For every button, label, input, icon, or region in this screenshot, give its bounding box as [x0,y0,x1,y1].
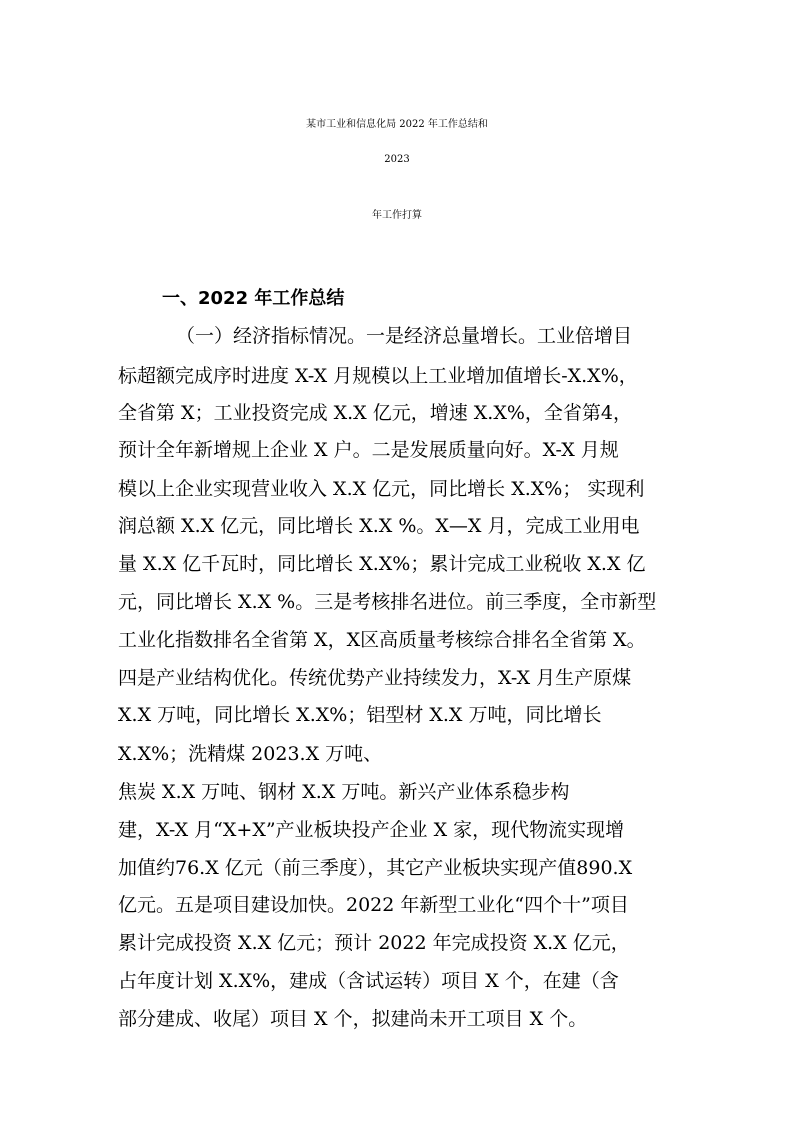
body-line-4: 预计全年新增规上企业 X 户。二是发展质量向好。X-X 月规 [118,439,619,461]
body-line-12: X.X%；洗精煤 2023.X 万吨、 [118,743,383,765]
body-line-13: 焦炭 X.X 万吨、钢材 X.X 万吨。新兴产业体系稳步构 [118,781,570,803]
body-line-15: 加值约76.X 亿元（前三季度），其它产业板块实现产值890.X [118,857,633,879]
body-line-11: X.X 万吨，同比增长 X.X%；铝型材 X.X 万吨，同比增长 [118,704,602,726]
body-line-7: 量 X.X 亿千瓦时，同比增长 X.X%；累计完成工业税收 X.X 亿 [118,553,646,575]
body-line-19: 部分建成、收尾）项目 X 个，拟建尚未开工项目 X 个。 [118,1008,588,1030]
body-line-6: 润总额 X.X 亿元，同比增长 X.X %。X—X 月，完成工业用电 [118,515,640,537]
body-line-2: 标超额完成序时进度 X-X 月规模以上工业增加值增长-X.X%， [118,365,638,387]
body-line-9: 工业化指数排名全省第 X，X区高质量考核综合排名全省第 X。 [118,629,646,651]
section-heading: 一、2022 年工作总结 [162,288,345,309]
body-line-10: 四是产业结构优化。传统优势产业持续发力，X-X 月生产原煤 [118,667,632,689]
document-title-line-3: 年工作打算 [372,210,422,221]
body-line-5: 模以上企业实现营业收入 X.X 亿元，同比增长 X.X%； 实现利 [118,478,645,500]
body-line-18: 占年度计划 X.X%，建成（含试运转）项目 X 个，在建（含 [118,970,619,992]
body-line-16: 亿元。五是项目建设加快。2022 年新型工业化“四个十”项目 [118,894,629,916]
body-line-8: 元，同比增长 X.X %。三是考核排名进位。前三季度，全市新型 [118,591,657,613]
document-title-line-1: 某市工业和信息化局 2022 年工作总结和 [306,119,488,130]
body-line-14: 建，X-X 月“X+X”产业板块投产企业 X 家，现代物流实现增 [118,819,625,841]
body-line-3: 全省第 X；工业投资完成 X.X 亿元，增速 X.X%，全省第4， [118,402,633,424]
body-line-17: 累计完成投资 X.X 亿元；预计 2022 年完成投资 X.X 亿元， [118,932,630,954]
body-line-1: （一）经济指标情况。一是经济总量增长。工业倍增目 [176,325,633,347]
document-title-line-2: 2023 [384,154,410,165]
